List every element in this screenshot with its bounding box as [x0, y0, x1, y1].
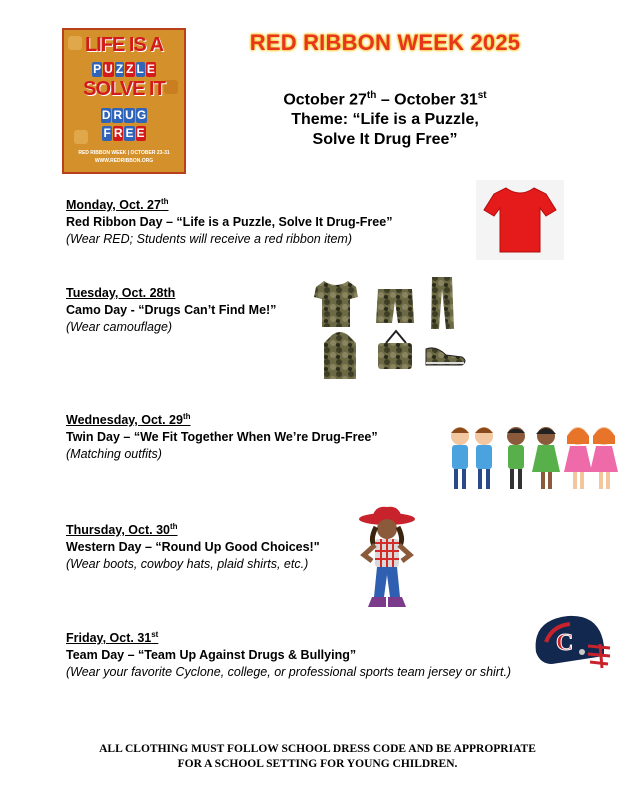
logo-footnote: RED RIBBON WEEK | OCTOBER 23-31 [78, 150, 170, 156]
day-title: Team Day – “Team Up Against Drugs & Bullying” [66, 648, 357, 663]
day-note: (Wear camouflage) [66, 320, 173, 334]
day-title: Western Day – “Round Up Good Choices!" [66, 540, 320, 555]
day-heading: Wednesday, Oct. 29th [66, 412, 191, 428]
day-note: (Wear boots, cowboy hats, plaid shirts, etc.) [66, 557, 309, 572]
dates-theme [230, 86, 540, 150]
day-heading: Friday, Oct. 31st [66, 630, 159, 646]
day-heading: Monday, Oct. 27th [66, 197, 169, 213]
logo-line-1: LIFE IS A [84, 34, 164, 56]
page-title: RED RIBBON WEEK 2025 [249, 30, 521, 55]
football-helmet-icon [530, 612, 614, 674]
notice-line-1: ALL CLOTHING MUST FOLLOW SCHOOL DRESS CODE AND BE APPROPRIATE [99, 743, 536, 755]
dress-code-notice [40, 742, 595, 772]
day-title: Twin Day – “We Fit Together When We’re Drug-Free” [66, 430, 378, 445]
theme-line-2: Solve It Drug Free” [312, 131, 458, 149]
logo-free-row: F R E E [103, 126, 145, 140]
cowgirl-illustration [356, 505, 418, 611]
camo-pants-icon [431, 277, 454, 329]
camo-bag-icon [378, 331, 412, 369]
camo-hoodie-icon [324, 332, 356, 379]
camo-shoes-icon [426, 348, 465, 365]
camo-shorts-icon [376, 289, 414, 323]
kid-twin-girls [564, 427, 618, 489]
twin-kids-illustration [446, 422, 620, 492]
red-ribbon-week-logo [62, 28, 186, 174]
logo-site: WWW.REDRIBBON.ORG [94, 158, 154, 164]
day-title: Red Ribbon Day – “Life is a Puzzle, Solve It Drug-Free” [66, 215, 393, 230]
kid-twin-green [507, 427, 560, 489]
logo-puzzle-row: P U Z Z L E [93, 62, 155, 76]
day-note: (Wear your favorite Cyclone, college, or professional sports team jersey or shirt.) [66, 665, 512, 680]
day-note: (Wear RED; Students will receive a red ribbon item) [66, 232, 352, 247]
kid-twin-boys [451, 427, 493, 489]
date-range: October 27th – October 31st [283, 90, 487, 109]
notice-line-2: FOR A SCHOOL SETTING FOR YOUNG CHILDREN. [177, 758, 458, 770]
day-friday [66, 626, 511, 681]
svg-text:C: C [556, 630, 574, 656]
red-tshirt-icon [476, 180, 564, 260]
day-heading: Thursday, Oct. 30th [66, 522, 178, 538]
day-heading: Tuesday, Oct. 28th [66, 286, 176, 300]
day-tuesday [66, 285, 276, 336]
camo-tshirt-icon [314, 281, 358, 327]
theme-line-1: Theme: “Life is a Puzzle, [291, 111, 479, 129]
day-title: Camo Day - “Drugs Can’t Find Me!” [66, 303, 277, 317]
camo-clothing-set [312, 275, 472, 383]
day-thursday [66, 518, 320, 573]
logo-line-3: SOLVE IT [83, 78, 165, 100]
day-wednesday [66, 408, 378, 463]
day-note: (Matching outfits) [66, 447, 162, 462]
logo-drug-row: D R U G [101, 108, 147, 122]
day-monday [66, 193, 392, 248]
